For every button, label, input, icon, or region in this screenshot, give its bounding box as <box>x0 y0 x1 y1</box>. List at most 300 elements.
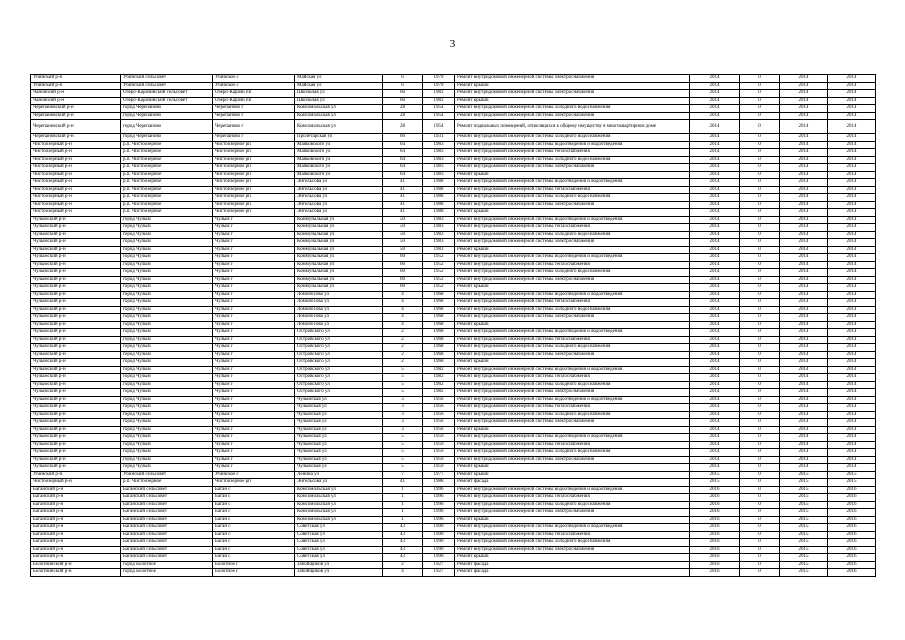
cell-planned-year: 2015 <box>690 479 740 487</box>
cell-house-number: 4 <box>383 299 423 307</box>
cell-district: Чулымский р-н <box>31 239 121 247</box>
cell-work-type: Ремонт крыши <box>455 246 690 254</box>
cell-street: Коммунальная ул <box>295 254 383 262</box>
cell-work-type: Ремонт внутридомовой инженерной системы водоотведения и водоотведения <box>455 179 690 187</box>
cell-end-year: 2014 <box>828 194 876 202</box>
cell-end-year: 2014 <box>828 209 876 217</box>
cell-street: Ломоносова ул <box>295 291 383 299</box>
cell-planned-year: 2014 <box>690 359 740 367</box>
cell-end-year: 2014 <box>828 201 876 209</box>
table-row <box>31 419 876 427</box>
cell-settlement: Чистоозерное рп <box>213 194 295 202</box>
cell-work-type: Ремонт фасада <box>455 479 690 487</box>
cell-settlement: Баган с <box>213 501 295 509</box>
cell-municipality: Баганский сельсовет <box>121 509 213 517</box>
cell-planned-year: 2016 <box>690 501 740 509</box>
cell-settlement: Чулым г <box>213 284 295 292</box>
table-row <box>31 456 876 464</box>
cell-settlement: Чулым г <box>213 396 295 404</box>
cell-municipality: город Чулым <box>121 419 213 427</box>
cell-end-year: 2014 <box>828 306 876 314</box>
cell-work-type: Ремонт внутридомовой инженерной системы электроснабжения <box>455 276 690 284</box>
cell-district: Чулымский р-н <box>31 224 121 232</box>
cell-work-type: Ремонт внутридомовой инженерной системы холодного водоснабжения <box>455 105 690 113</box>
cell-district: Чистоозерный р-н <box>31 201 121 209</box>
cell-municipality: город Чулым <box>121 216 213 224</box>
cell-work-type: Ремонт внутридомовой инженерной системы холодного водоснабжения <box>455 306 690 314</box>
cell-house-number: 5 <box>383 389 423 397</box>
cell-end-year: 2014 <box>828 75 876 83</box>
cell-zero-value: 0 <box>740 509 780 517</box>
cell-work-type: Ремонт крыши <box>455 97 690 105</box>
cell-build-year: 1988 <box>423 186 455 194</box>
cell-district: Чулымский р-н <box>31 441 121 449</box>
cell-municipality: город Чулым <box>121 276 213 284</box>
cell-municipality: город Чулым <box>121 464 213 472</box>
cell-start-year: 2014 <box>780 246 828 254</box>
cell-settlement: Чулым г <box>213 441 295 449</box>
cell-settlement: Баган с <box>213 486 295 494</box>
cell-district: Чановский р-н <box>31 97 121 105</box>
cell-municipality: город Чулым <box>121 404 213 412</box>
cell-zero-value: 0 <box>740 389 780 397</box>
cell-start-year: 2015 <box>780 546 828 554</box>
cell-build-year: 1982 <box>423 90 455 98</box>
table-row <box>31 404 876 412</box>
table-row <box>31 329 876 337</box>
cell-street: Островского ул <box>295 381 383 389</box>
cell-zero-value: 0 <box>740 374 780 382</box>
cell-street: Коммунальная ул <box>295 239 383 247</box>
cell-start-year: 2014 <box>780 456 828 464</box>
cell-municipality: Баганский сельсовет <box>121 554 213 562</box>
cell-planned-year: 2014 <box>690 389 740 397</box>
cell-end-year: 2014 <box>828 186 876 194</box>
cell-district: Черепановский р-н <box>31 105 121 113</box>
cell-end-year: 2014 <box>828 164 876 172</box>
cell-district: Чулымский р-н <box>31 269 121 277</box>
cell-planned-year: 2014 <box>690 276 740 284</box>
cell-zero-value: 0 <box>740 112 780 120</box>
cell-work-type: Ремонт внутридомовой инженерной системы холодного водоснабжения <box>455 156 690 164</box>
cell-work-type: Ремонт внутридомовой инженерной системы водоотведения и водоотведения <box>455 141 690 149</box>
cell-end-year: 2014 <box>828 411 876 419</box>
cell-municipality: Убинский сельсовет <box>121 471 213 479</box>
cell-start-year: 2014 <box>780 404 828 412</box>
cell-district: Баганский р-н <box>31 539 121 547</box>
cell-district: Чулымский р-н <box>31 426 121 434</box>
cell-planned-year: 2014 <box>690 186 740 194</box>
cell-street: Комсомольская ул <box>295 105 383 113</box>
cell-work-type: Ремонт внутридомовой инженерной системы электроснабжения <box>455 546 690 554</box>
table-row <box>31 516 876 524</box>
cell-work-type: Ремонт крыши <box>455 209 690 217</box>
cell-zero-value: 0 <box>740 426 780 434</box>
cell-district: Чулымский р-н <box>31 314 121 322</box>
cell-work-type: Ремонт крыши <box>455 471 690 479</box>
cell-street: Островского ул <box>295 329 383 337</box>
cell-build-year: 1927 <box>423 569 455 577</box>
cell-end-year: 2014 <box>828 216 876 224</box>
cell-build-year: 1956 <box>423 396 455 404</box>
cell-district: Баганский р-н <box>31 501 121 509</box>
cell-build-year: 1956 <box>423 404 455 412</box>
cell-build-year: 1982 <box>423 366 455 374</box>
cell-start-year: 2014 <box>780 276 828 284</box>
cell-settlement: Чистоозерное рп <box>213 209 295 217</box>
table-row <box>31 209 876 217</box>
cell-municipality: город Чулым <box>121 449 213 457</box>
cell-work-type: Ремонт внутридомовой инженерной системы теплоснабжения <box>455 374 690 382</box>
cell-settlement: Чулым г <box>213 404 295 412</box>
table-row <box>31 569 876 577</box>
cell-planned-year: 2016 <box>690 494 740 502</box>
cell-zero-value: 0 <box>740 321 780 329</box>
table-row <box>31 82 876 90</box>
cell-work-type: Ремонт подвальных помещений, относящихся к общему имуществу в многоквартирном доме <box>455 120 690 134</box>
cell-zero-value: 0 <box>740 164 780 172</box>
cell-district: Чулымский р-н <box>31 306 121 314</box>
cell-street: Островского ул <box>295 374 383 382</box>
cell-street: Островского ул <box>295 344 383 352</box>
cell-house-number: 66 <box>383 134 423 142</box>
cell-house-number: 6 <box>383 75 423 83</box>
table-row <box>31 201 876 209</box>
cell-build-year: 1983 <box>423 239 455 247</box>
cell-end-year: 2014 <box>828 456 876 464</box>
cell-house-number: 60 <box>383 269 423 277</box>
cell-work-type: Ремонт внутридомовой инженерной системы водоотведения и водоотведения <box>455 396 690 404</box>
cell-district: Убинский р-н <box>31 75 121 83</box>
cell-street: Островского ул <box>295 336 383 344</box>
table-row <box>31 134 876 142</box>
cell-municipality: город Чулым <box>121 231 213 239</box>
cell-start-year: 2015 <box>780 561 828 569</box>
cell-settlement: Черепаново г <box>213 134 295 142</box>
cell-house-number: 50 <box>383 239 423 247</box>
cell-settlement: Чулым г <box>213 381 295 389</box>
cell-zero-value: 0 <box>740 82 780 90</box>
cell-end-year: 2016 <box>828 509 876 517</box>
table-row <box>31 494 876 502</box>
cell-house-number: 50 <box>383 246 423 254</box>
cell-work-type: Ремонт крыши <box>455 321 690 329</box>
cell-street: Комсомольская ул <box>295 112 383 120</box>
cell-build-year: 1979 <box>423 75 455 83</box>
cell-build-year: 1996 <box>423 516 455 524</box>
cell-planned-year: 2016 <box>690 486 740 494</box>
cell-house-number: 43 <box>383 546 423 554</box>
cell-settlement: Чулым г <box>213 254 295 262</box>
cell-house-number: 5 <box>383 434 423 442</box>
cell-build-year: 1927 <box>423 561 455 569</box>
cell-start-year: 2014 <box>780 224 828 232</box>
cell-work-type: Ремонт фасада <box>455 569 690 577</box>
table-row <box>31 344 876 352</box>
cell-municipality: р.п. Чистоозерное <box>121 164 213 172</box>
cell-house-number: 64 <box>383 164 423 172</box>
table-row <box>31 269 876 277</box>
cell-district: Чулымский р-н <box>31 449 121 457</box>
cell-district: Чулымский р-н <box>31 336 121 344</box>
cell-start-year: 2014 <box>780 179 828 187</box>
cell-start-year: 2014 <box>780 449 828 457</box>
cell-settlement: Чулым г <box>213 276 295 284</box>
cell-end-year: 2014 <box>828 246 876 254</box>
cell-end-year: 2014 <box>828 179 876 187</box>
cell-house-number: 5 <box>383 381 423 389</box>
cell-settlement: Чулым г <box>213 224 295 232</box>
cell-house-number: 1 <box>383 516 423 524</box>
table-row <box>31 239 876 247</box>
cell-street: Коммунальная ул <box>295 231 383 239</box>
cell-municipality: р.п. Чистоозерное <box>121 209 213 217</box>
cell-zero-value: 0 <box>740 381 780 389</box>
cell-start-year: 2014 <box>780 344 828 352</box>
table-row <box>31 486 876 494</box>
cell-settlement: Баган с <box>213 546 295 554</box>
cell-settlement: Убинское с <box>213 471 295 479</box>
cell-planned-year: 2014 <box>690 434 740 442</box>
cell-municipality: Баганский сельсовет <box>121 524 213 532</box>
cell-zero-value: 0 <box>740 171 780 179</box>
cell-start-year: 2014 <box>780 366 828 374</box>
cell-build-year: 1990 <box>423 539 455 547</box>
cell-street: Энгельсова ул <box>295 179 383 187</box>
cell-end-year: 2014 <box>828 120 876 134</box>
cell-start-year: 2014 <box>780 389 828 397</box>
table-body <box>31 75 876 577</box>
cell-municipality: Баганский сельсовет <box>121 501 213 509</box>
cell-house-number: 60 <box>383 97 423 105</box>
cell-street: Комсомольская ул <box>295 501 383 509</box>
table-row <box>31 554 876 562</box>
cell-street: Школьная ул <box>295 90 383 98</box>
cell-zero-value: 0 <box>740 434 780 442</box>
cell-start-year: 2015 <box>780 531 828 539</box>
cell-municipality: Убинский сельсовет <box>121 75 213 83</box>
cell-work-type: Ремонт внутридомовой инженерной системы электроснабжения <box>455 164 690 172</box>
cell-zero-value: 0 <box>740 546 780 554</box>
cell-district: Черепановский р-н <box>31 120 121 134</box>
cell-house-number: 64 <box>383 171 423 179</box>
cell-municipality: Баганский сельсовет <box>121 539 213 547</box>
cell-planned-year: 2016 <box>690 561 740 569</box>
cell-build-year: 1990 <box>423 546 455 554</box>
cell-start-year: 2014 <box>780 201 828 209</box>
cell-district: Чулымский р-н <box>31 231 121 239</box>
cell-end-year: 2014 <box>828 321 876 329</box>
cell-zero-value: 0 <box>740 105 780 113</box>
cell-municipality: город Чулым <box>121 329 213 337</box>
cell-municipality: р.п. Чистоозерное <box>121 479 213 487</box>
cell-start-year: 2014 <box>780 254 828 262</box>
cell-street: Майская ул <box>295 82 383 90</box>
cell-street: Чулымская ул <box>295 411 383 419</box>
cell-zero-value: 0 <box>740 494 780 502</box>
cell-planned-year: 2014 <box>690 351 740 359</box>
cell-municipality: город Болотное <box>121 561 213 569</box>
cell-district: Чулымский р-н <box>31 284 121 292</box>
cell-district: Чулымский р-н <box>31 351 121 359</box>
cell-settlement: Чистоозерное рп <box>213 156 295 164</box>
cell-start-year: 2014 <box>780 194 828 202</box>
cell-start-year: 2015 <box>780 569 828 577</box>
cell-planned-year: 2014 <box>690 306 740 314</box>
cell-street: Комсомольская ул <box>295 509 383 517</box>
cell-end-year: 2016 <box>828 494 876 502</box>
cell-settlement: Баган с <box>213 516 295 524</box>
cell-municipality: город Чулым <box>121 306 213 314</box>
cell-end-year: 2014 <box>828 389 876 397</box>
table-row <box>31 120 876 134</box>
table-row <box>31 374 876 382</box>
cell-zero-value: 0 <box>740 554 780 562</box>
cell-house-number: 28 <box>383 120 423 134</box>
cell-end-year: 2014 <box>828 336 876 344</box>
cell-municipality: город Чулым <box>121 261 213 269</box>
cell-end-year: 2014 <box>828 156 876 164</box>
cell-street: Забойщиков ул <box>295 569 383 577</box>
cell-house-number: 43 <box>383 539 423 547</box>
cell-municipality: город Чулым <box>121 291 213 299</box>
cell-planned-year: 2014 <box>690 209 740 217</box>
cell-district: Чулымский р-н <box>31 359 121 367</box>
cell-planned-year: 2014 <box>690 456 740 464</box>
cell-street: Комсомольская ул <box>295 494 383 502</box>
cell-zero-value: 0 <box>740 464 780 472</box>
cell-end-year: 2014 <box>828 314 876 322</box>
cell-zero-value: 0 <box>740 149 780 157</box>
cell-end-year: 2014 <box>828 381 876 389</box>
table-row <box>31 411 876 419</box>
table-row <box>31 164 876 172</box>
cell-district: Баганский р-н <box>31 486 121 494</box>
cell-municipality: город Чулым <box>121 269 213 277</box>
cell-work-type: Ремонт внутридомовой инженерной системы электроснабжения <box>455 90 690 98</box>
cell-work-type: Ремонт внутридомовой инженерной системы водоотведения и водоотведения <box>455 291 690 299</box>
cell-district: Чановский р-н <box>31 90 121 98</box>
cell-street: Чулымская ул <box>295 464 383 472</box>
cell-end-year: 2014 <box>828 134 876 142</box>
cell-settlement: Чулым г <box>213 456 295 464</box>
cell-start-year: 2014 <box>780 434 828 442</box>
table-row <box>31 231 876 239</box>
cell-district: Чулымский р-н <box>31 396 121 404</box>
cell-work-type: Ремонт внутридомовой инженерной системы теплоснабжения <box>455 261 690 269</box>
cell-house-number: 60 <box>383 261 423 269</box>
cell-street: Коммунальная ул <box>295 269 383 277</box>
cell-municipality: Баганский сельсовет <box>121 516 213 524</box>
table-row <box>31 351 876 359</box>
cell-house-number: 41 <box>383 186 423 194</box>
cell-build-year: 1983 <box>423 141 455 149</box>
cell-start-year: 2015 <box>780 539 828 547</box>
cell-build-year: 1954 <box>423 112 455 120</box>
cell-end-year: 2014 <box>828 404 876 412</box>
cell-planned-year: 2016 <box>690 524 740 532</box>
cell-planned-year: 2016 <box>690 539 740 547</box>
cell-zero-value: 0 <box>740 486 780 494</box>
cell-build-year: 1952 <box>423 261 455 269</box>
cell-start-year: 2014 <box>780 239 828 247</box>
cell-district: Баганский р-н <box>31 531 121 539</box>
cell-planned-year: 2014 <box>690 464 740 472</box>
cell-zero-value: 0 <box>740 194 780 202</box>
cell-planned-year: 2014 <box>690 366 740 374</box>
cell-district: Баганский р-н <box>31 524 121 532</box>
cell-build-year: 1982 <box>423 97 455 105</box>
cell-house-number: 5 <box>383 366 423 374</box>
cell-planned-year: 2014 <box>690 201 740 209</box>
cell-house-number: 2 <box>383 336 423 344</box>
cell-zero-value: 0 <box>740 156 780 164</box>
cell-planned-year: 2014 <box>690 299 740 307</box>
cell-work-type: Ремонт внутридомовой инженерной системы холодного водоснабжения <box>455 501 690 509</box>
cell-house-number: 41 <box>383 194 423 202</box>
cell-street: Чулымская ул <box>295 456 383 464</box>
cell-district: Чулымский р-н <box>31 344 121 352</box>
cell-work-type: Ремонт крыши <box>455 464 690 472</box>
cell-work-type: Ремонт внутридомовой инженерной системы электроснабжения <box>455 75 690 83</box>
cell-build-year: 1983 <box>423 246 455 254</box>
cell-work-type: Ремонт внутридомовой инженерной системы холодного водоснабжения <box>455 344 690 352</box>
cell-start-year: 2014 <box>780 261 828 269</box>
cell-build-year: 1952 <box>423 284 455 292</box>
cell-zero-value: 0 <box>740 396 780 404</box>
table-row <box>31 75 876 83</box>
cell-planned-year: 2014 <box>690 156 740 164</box>
cell-house-number: 64 <box>383 156 423 164</box>
cell-zero-value: 0 <box>740 209 780 217</box>
table-row <box>31 366 876 374</box>
cell-settlement: Баган с <box>213 531 295 539</box>
cell-settlement: Черепаново г <box>213 112 295 120</box>
cell-work-type: Ремонт внутридомовой инженерной системы теплоснабжения <box>455 186 690 194</box>
cell-district: Чистоозерный р-н <box>31 179 121 187</box>
cell-street: Маяковского ул <box>295 171 383 179</box>
cell-start-year: 2014 <box>780 291 828 299</box>
cell-settlement: Чистоозерное рп <box>213 141 295 149</box>
cell-end-year: 2014 <box>828 374 876 382</box>
cell-work-type: Ремонт внутридомовой инженерной системы водоотведения и водоотведения <box>455 366 690 374</box>
cell-zero-value: 0 <box>740 516 780 524</box>
cell-municipality: р.п. Чистоозерное <box>121 186 213 194</box>
cell-build-year: 1988 <box>423 201 455 209</box>
cell-zero-value: 0 <box>740 120 780 134</box>
cell-zero-value: 0 <box>740 254 780 262</box>
cell-street: Чулымская ул <box>295 396 383 404</box>
cell-start-year: 2014 <box>780 374 828 382</box>
cell-start-year: 2014 <box>780 321 828 329</box>
cell-zero-value: 0 <box>740 231 780 239</box>
cell-end-year: 2014 <box>828 90 876 98</box>
cell-start-year: 2014 <box>780 216 828 224</box>
table-row <box>31 171 876 179</box>
cell-municipality: Баганский сельсовет <box>121 546 213 554</box>
table-row <box>31 389 876 397</box>
cell-settlement: Чистоозерное рп <box>213 479 295 487</box>
cell-build-year: 1990 <box>423 531 455 539</box>
cell-build-year: 1959 <box>423 464 455 472</box>
cell-district: Чистоозерный р-н <box>31 209 121 217</box>
cell-house-number: 28 <box>383 112 423 120</box>
cell-municipality: р.п. Чистоозерное <box>121 141 213 149</box>
cell-street: Энгельсова ул <box>295 209 383 217</box>
cell-zero-value: 0 <box>740 471 780 479</box>
cell-end-year: 2016 <box>828 569 876 577</box>
cell-zero-value: 0 <box>740 134 780 142</box>
